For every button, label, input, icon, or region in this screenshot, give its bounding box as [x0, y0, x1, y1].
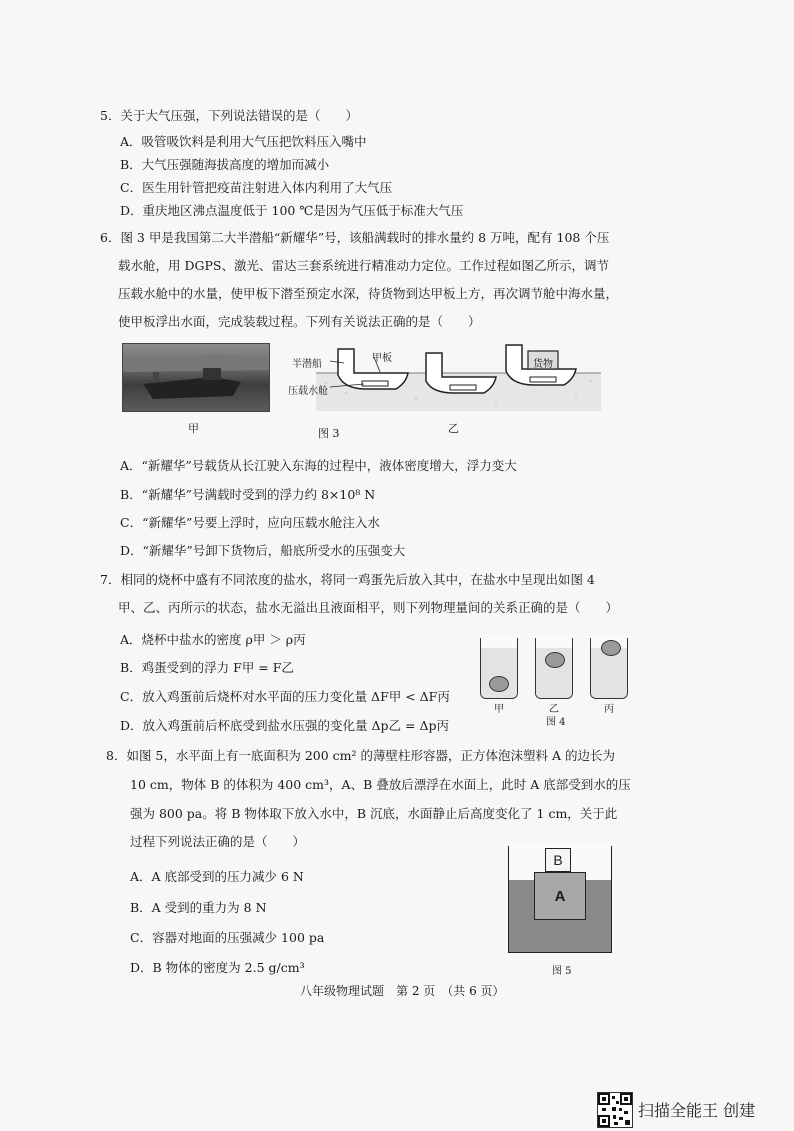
qr-code-icon [597, 1092, 633, 1128]
fig4-label-yi: 乙 [549, 704, 559, 715]
q8-option-c: C．容器对地面的压强减少 100 pa [130, 930, 325, 945]
label-huo-wu: 货物 [533, 359, 553, 370]
q5-stem: 5．关于大气压强，下列说法错误的是（ ） [100, 108, 358, 123]
q6-option-a: A．“新耀华”号载货从长江驶入东海的过程中，液体密度增大，浮力变大 [120, 458, 517, 473]
beaker-yi [535, 638, 573, 699]
label-ban-qian-chuan: 半潜船 [292, 359, 322, 370]
semi-submersible-diagram [286, 343, 606, 413]
block-b: B [545, 848, 571, 872]
q5-option-a: A．吸管吸饮料是利用大气压把饮料压入嘴中 [120, 134, 367, 149]
q8-stem-line-3: 强为 800 pa。将 B 物体取下放入水中，B 沉底，水面静止后高度变化了 1 cm，关于此 [130, 806, 618, 821]
label-ya-zai-shui-cang: 压载水舱 [288, 386, 328, 397]
label-jia-ban: 甲板 [372, 353, 392, 364]
fig3-sub-jia: 甲 [188, 422, 199, 435]
block-a: A [534, 872, 586, 920]
fig5-caption: 图 5 [552, 966, 572, 977]
q6-option-b: B．“新耀华”号满载时受到的浮力约 8×10⁸ N [120, 487, 376, 502]
q5-option-c: C．医生用针管把疫苗注射进入体内利用了大气压 [120, 180, 393, 195]
q6-stem-line-2: 载水舱，用 DGPS、激光、雷达三套系统进行精准动力定位。工作过程如图乙所示，调节 [118, 258, 609, 273]
q7-stem-line-2: 甲、乙、丙所示的状态，盐水无溢出且液面相平，则下列物理量间的关系正确的是（ ） [118, 600, 619, 615]
fig3-sub-yi: 乙 [448, 422, 459, 435]
fig5-container [508, 846, 612, 953]
fig3-caption: 图 3 [318, 427, 340, 440]
q5-option-d: D．重庆地区沸点温度低于 100 ℃是因为气压低于标准大气压 [120, 203, 464, 218]
q7-stem-line-1: 7．相同的烧杯中盛有不同浓度的盐水，将同一鸡蛋先后放入其中，在盐水中呈现出如图 4 [100, 572, 595, 587]
fig4-label-jia: 甲 [494, 704, 504, 715]
egg-suspended [545, 652, 565, 668]
q7-option-a: A．烧杯中盐水的密度 ρ甲 ＞ ρ丙 [120, 632, 306, 647]
q6-option-c: C．“新耀华”号要上浮时，应向压载水舱注入水 [120, 515, 380, 530]
egg-floating [601, 640, 621, 656]
q8-option-a: A．A 底部受到的压力减少 6 N [130, 869, 304, 884]
q6-stem-line-1: 6．图 3 甲是我国第二大半潜船“新耀华”号，该船满载时的排水量约 8 万吨，配有 108 个压 [100, 230, 610, 245]
beaker-jia [480, 638, 518, 699]
page-footer: 八年级物理试题 第 2 页 （共 6 页） [300, 984, 505, 998]
watermark-text: 扫描全能王 创建 [638, 1101, 756, 1120]
q7-option-b: B．鸡蛋受到的浮力 F甲 = F乙 [120, 660, 294, 675]
q8-stem-line-4: 过程下列说法正确的是（ ） [130, 834, 306, 849]
fig4-caption: 图 4 [546, 717, 566, 728]
egg-sunk [489, 676, 509, 692]
q7-option-d: D．放入鸡蛋前后杯底受到盐水压强的变化量 Δp乙 = Δp丙 [120, 718, 449, 733]
fig4-label-bing: 丙 [604, 704, 614, 715]
beaker-bing [590, 638, 628, 699]
q6-stem-line-3: 压载水舱中的水量，使甲板下潜至预定水深，待货物到达甲板上方，再次调节舱中海水量， [118, 286, 619, 301]
q8-stem-line-1: 8．如图 5，水平面上有一底面积为 200 cm² 的薄壁柱形容器，正方体泡沫塑料 A 的边长为 [106, 748, 615, 763]
ship-photo [122, 343, 270, 412]
q8-option-d: D．B 物体的密度为 2.5 g/cm³ [130, 960, 305, 975]
q8-option-b: B．A 受到的重力为 8 N [130, 900, 267, 915]
q6-stem-line-4: 使甲板浮出水面，完成装载过程。下列有关说法正确的是（ ） [118, 314, 481, 329]
q6-option-d: D．“新耀华”号卸下货物后，船底所受水的压强变大 [120, 543, 406, 558]
q5-option-b: B．大气压强随海拔高度的增加而减小 [120, 157, 330, 172]
q7-option-c: C．放入鸡蛋前后烧杯对水平面的压力变化量 ΔF甲 < ΔF丙 [120, 689, 450, 704]
q8-stem-line-2: 10 cm，物体 B 的体积为 400 cm³，A、B 叠放后漂浮在水面上，此时 A 底部受到水的压 [130, 777, 631, 792]
